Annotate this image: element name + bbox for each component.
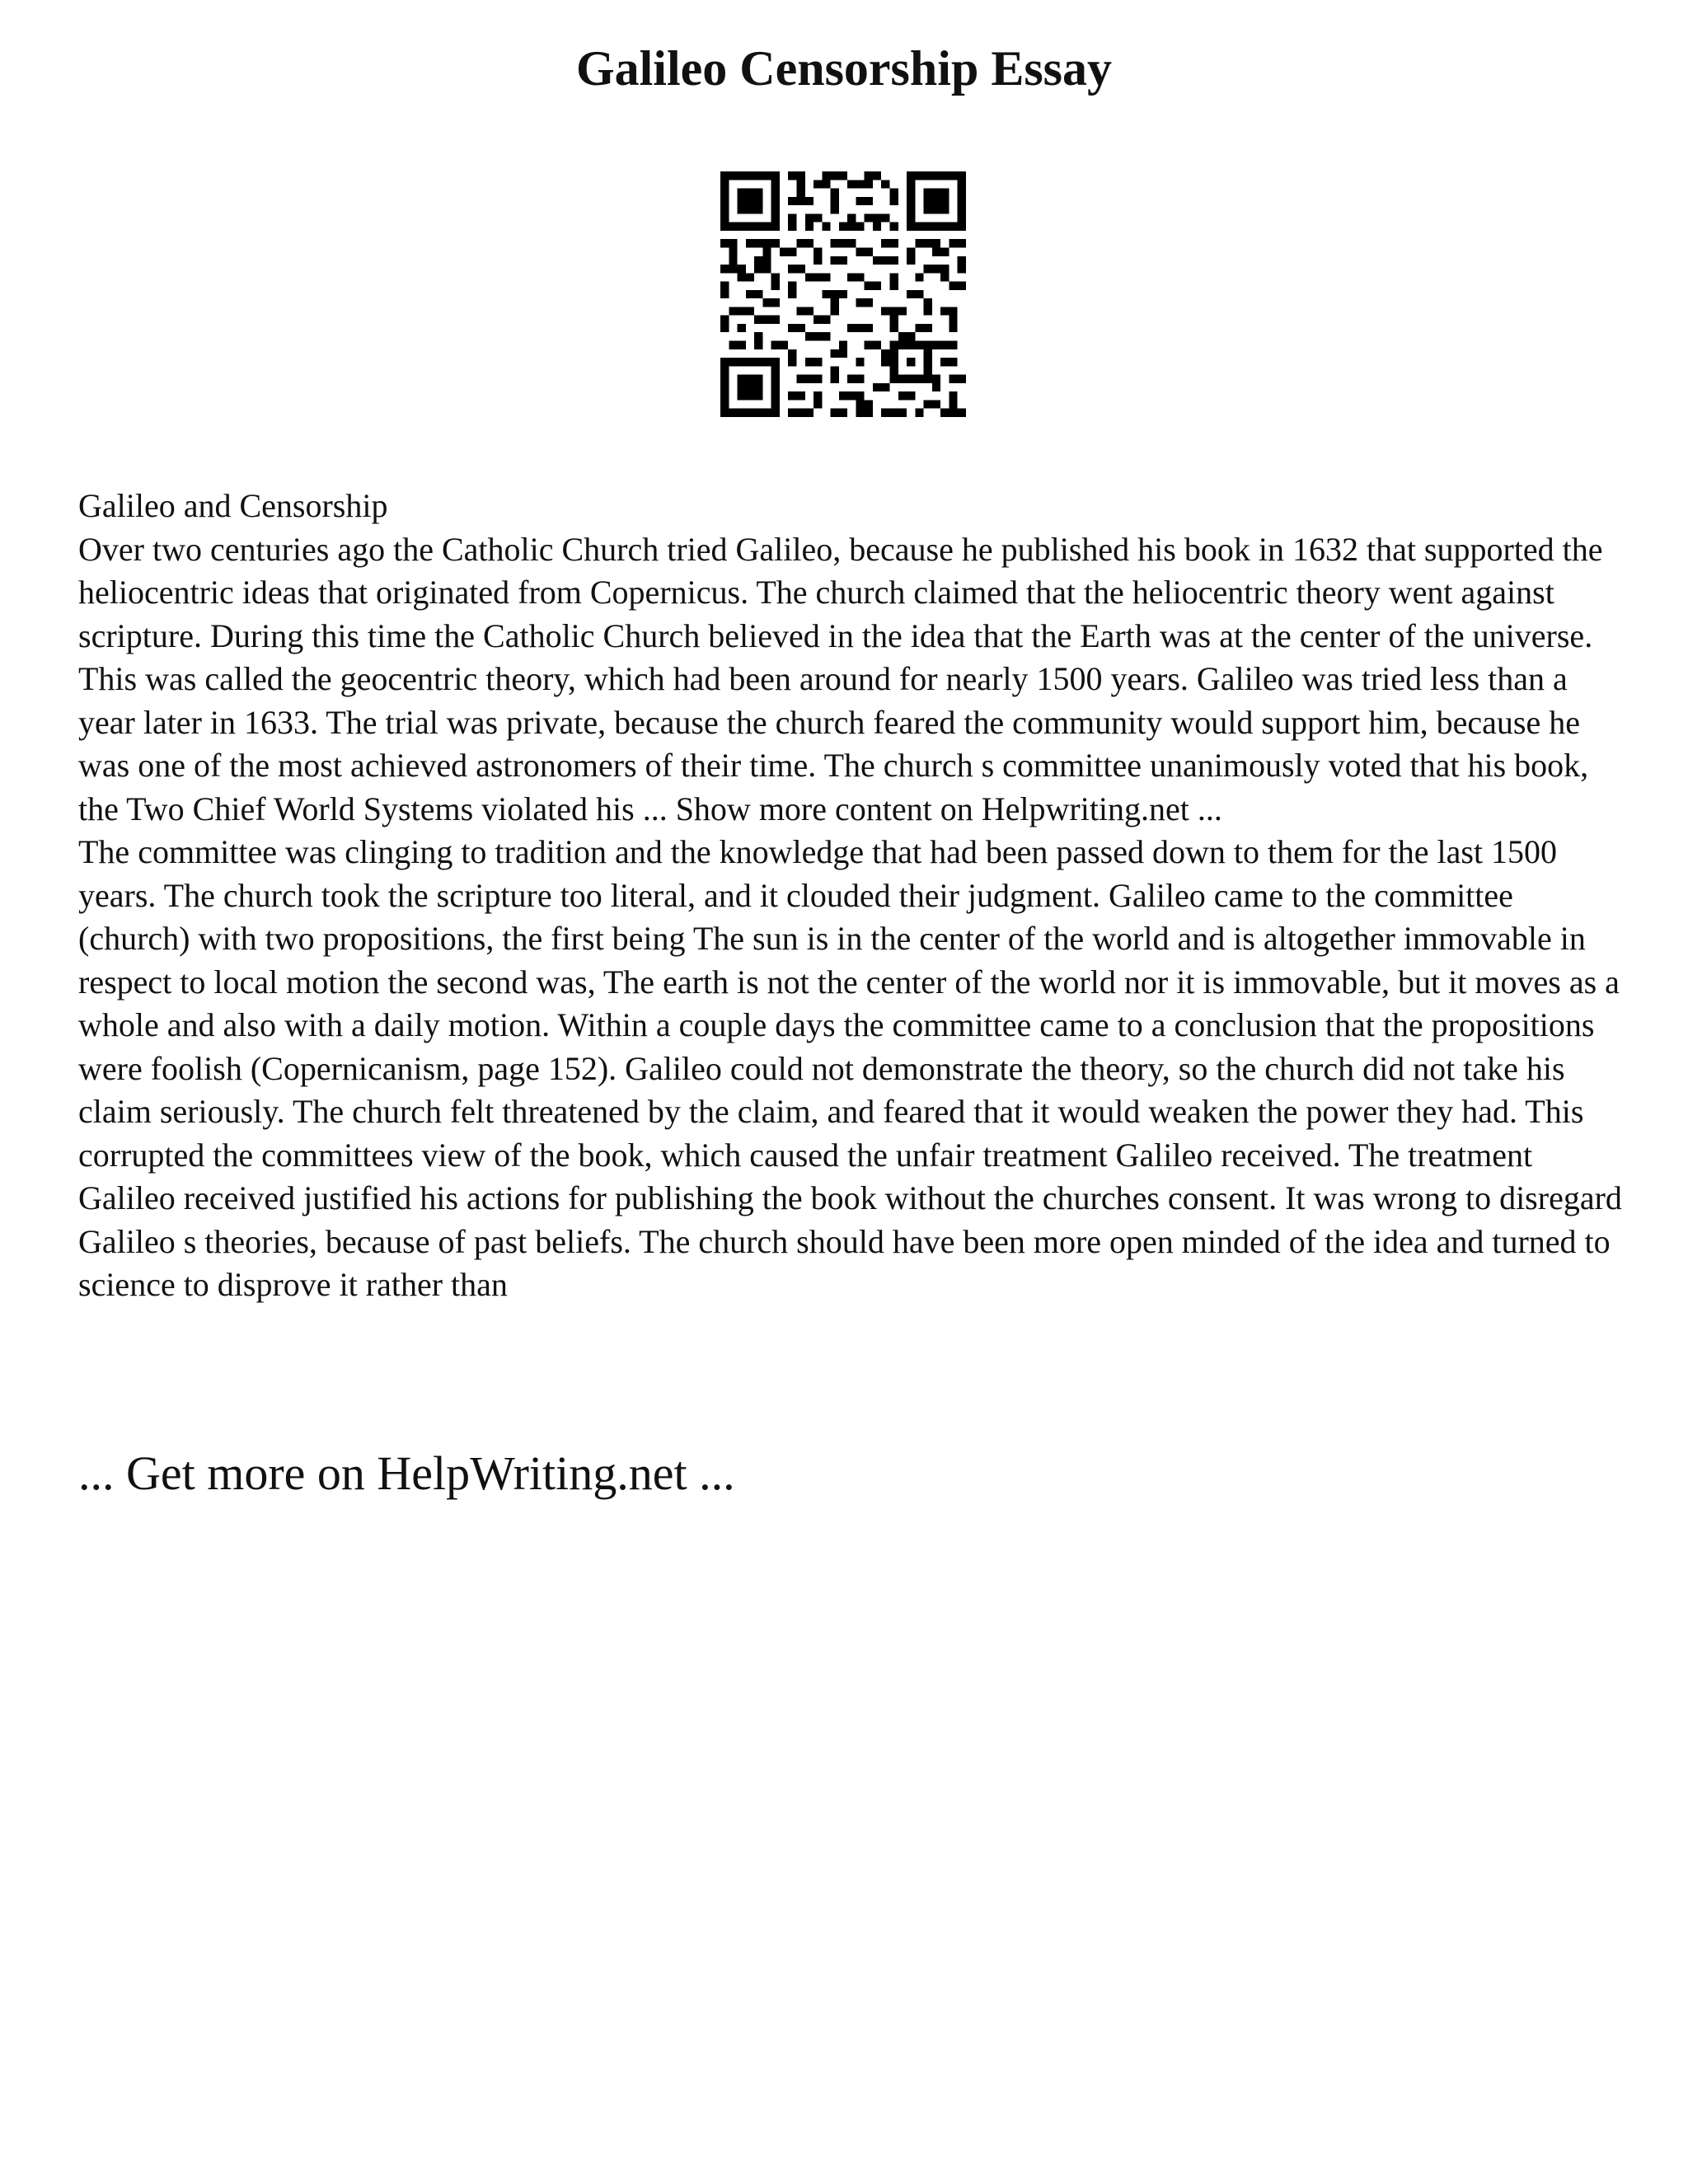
essay-paragraph-1: Over two centuries ago the Catholic Church tried Galileo, because he published his book in 1632 that supported the heliocentric ideas that originated from Copernicus. The church claimed that the heliocentric theory went against scripture. During this time the Catholic Church believed in the idea that the Earth was at the center of the universe. This was called the geocentric theory, which had been around for nearly 1500 years. Galileo was tried less than a year later in 1633. The trial was private, because the church feared the community would support him, because he was one of the most achieved astronomers of their time. The church s committee unanimously voted that his book, the Two Chief World Systems violated his ... Show more content on Helpwriting.net ... (78, 530, 1603, 827)
essay-heading: Galileo and Censorship (78, 487, 388, 524)
document-title: Galileo Censorship Essay (575, 41, 1113, 96)
qr-code-icon (720, 171, 966, 417)
essay-paragraph-2: The committee was clinging to tradition and the knowledge that had been passed down to them for the last 1500 years. The church took the scripture too literal, and it clouded their judgment. Galileo came to the committee (church) with two propositions, the first being The sun is in the center of the world and is altogether immovable in respect to local motion the second was, The earth is not the center of the world nor it is immovable, but it moves as a whole and also with a daily motion. Within a couple days the committee came to a conclusion that the propositions were foolish (Copernicanism, page 152). Galileo could not demonstrate the theory, so the church did not take his claim seriously. The church felt threatened by the claim, and feared that it would weaken the power they had. This corrupted the committees view of the book, which caused the unfair treatment Galileo received. The treatment Galileo received justified his actions for publishing the book without the churches consent. It was wrong to disregard Galileo s theories, because of past beliefs. The church should have been more open minded of the idea and turned to science to disprove it rather than (78, 833, 1622, 1303)
qr-code-graphic (720, 171, 966, 417)
essay-body (78, 485, 1628, 1307)
get-more-link[interactable]: ... Get more on HelpWriting.net ... (78, 1446, 735, 1500)
